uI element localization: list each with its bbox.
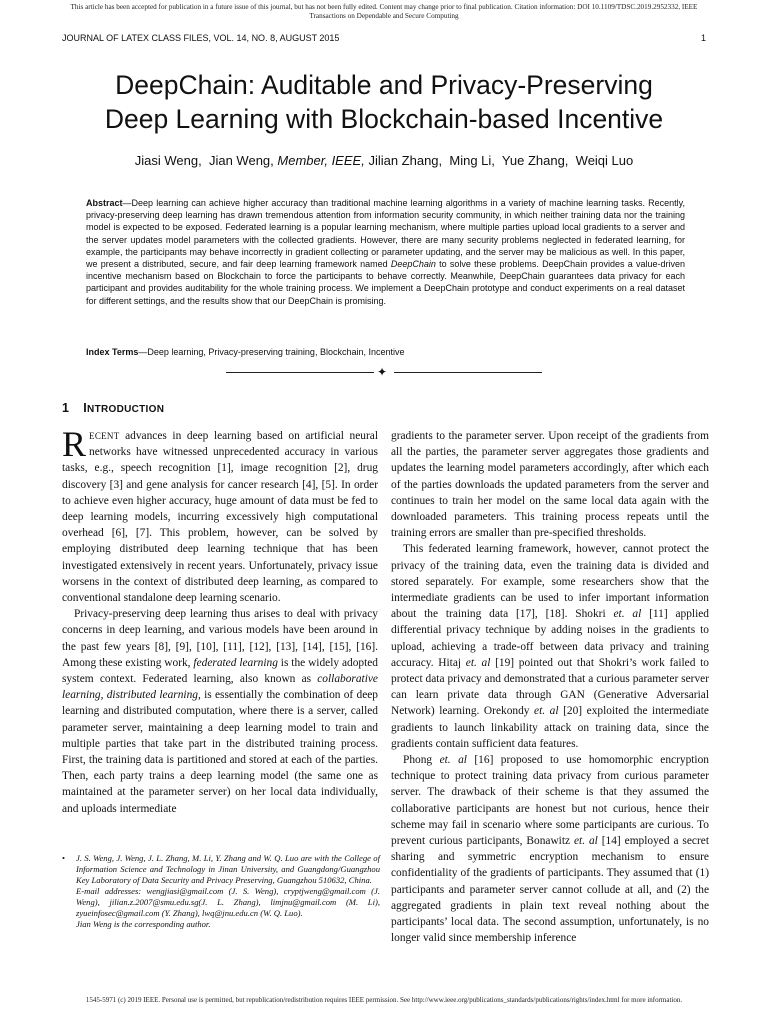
et-al-5: et. al: [573, 835, 598, 848]
abstract-system-name: DeepChain: [390, 259, 436, 270]
drop-cap: R: [62, 424, 87, 464]
journal-name: JOURNAL OF LATEX CLASS FILES, VOL. 14, NO. 8, AUGUST 2015: [62, 33, 340, 43]
right-column: [391, 428, 709, 947]
abstract: [86, 197, 685, 307]
footnote-corresponding: Jian Weng is the corresponding author.: [76, 919, 211, 929]
intro-paragraph-3: gradients to the parameter server. Upon receipt of the gradients from all the parties, the parameter server aggregates those gradients and updates the learning model parameters accordingly, after which each of the parties downloads the updated parameters from the server and continues to train her model on the same local data again with the downloaded parameters. This training process repeats until the training errors are smaller than pre-specified thresholds.: [391, 430, 709, 540]
section-number: 1: [62, 401, 70, 415]
intro-paragraph-1: [62, 424, 378, 606]
intro-paragraph-4-text-a: This federated learning framework, however, cannot protect the privacy of the training data, even the training data is divided and stored separately. For example, some researchers show that the intermediate gradients can be used to infer important information about the training data [17], [18]. Shokri: [391, 543, 709, 621]
author-list: [40, 153, 728, 168]
intro-paragraph-4: [391, 541, 709, 752]
author-4: Ming Li,: [449, 153, 495, 168]
author-2: Jian Weng,: [208, 153, 274, 168]
author-3: Jilian Zhang,: [368, 153, 443, 168]
footnote-bullet: •: [62, 853, 66, 863]
intro-paragraph-4-text-b: [11] applied differential privacy technique by adding noises in the gradients to upload, achieving a trade-off between data privacy and training accuracy. Hitaj: [391, 608, 709, 669]
divider-diamond-icon: ✦: [377, 365, 388, 379]
author-2-role: Member, IEEE,: [277, 153, 365, 168]
publication-notice-line-2: Transactions on Dependable and Secure Computing: [309, 12, 459, 20]
paper-title: [40, 68, 728, 136]
divider-line-right: [394, 372, 542, 373]
intro-paragraph-2-text-b: is the widely adopted system context. Federated learning, also known as: [62, 656, 379, 686]
footnote-affiliation: J. S. Weng, J. Weng, J. L. Zhang, M. Li, Y. Zhang and W. Q. Luo are with the College of Information Science and Technology in Jinan University, and Guangdong/Guangzhou Key Laboratory of Data Security and Privacy Preserving, Guangzhou 510632, China.: [76, 853, 380, 885]
intro-paragraph-4-text-c: [19] pointed out that Shokri’s work failed to protect data privacy and demonstrated that a curious parameter server can learn private data through GAN (Generative Adversarial Network) learning. Orekondy: [391, 656, 709, 718]
term-federated-learning: federated learning: [193, 656, 278, 669]
abstract-label: Abstract: [86, 198, 123, 208]
et-al-1: et. al: [613, 608, 642, 621]
copyright-footer: 1545-5971 (c) 2019 IEEE. Personal use is permitted, but republication/redistribution requires IEEE permission. See http://www.ieee.org/publications_standards/publications/rights/index.html for more information.: [85, 996, 683, 1004]
footnote-body: [76, 853, 380, 930]
section-title-rest: NTRODUCTION: [87, 404, 165, 415]
title-line-1: DeepChain: Auditable and Privacy-Preserving: [115, 70, 653, 100]
intro-paragraph-1-text: advances in deep learning based on artificial neural networks have witnessed unprecedented accuracy in various tasks, e.g., speech recognition [1], image recognition [2], drug discovery [3] and gene analysis for cancer research [4], [5]. In order to achieve even higher accuracy, huge amount of data must be fed to deep learning models, incurring excessively high computational overhead [6], [7]. This problem, however, can be solved by employing distributed deep learning technique that has been investigated extensively in recent years. Unfortunately, privacy issue worsens in the context of distributed deep learning, as compared to conventional standalone deep learning scenario.: [62, 430, 378, 605]
author-1: Jiasi Weng,: [134, 153, 202, 168]
section-divider: [226, 365, 542, 379]
title-line-2: Deep Learning with Blockchain-based Incentive: [104, 104, 664, 134]
section-title-initial: I: [83, 401, 88, 415]
intro-paragraph-4-text-d: [20] exploited the intermediate gradients to launch linkability attack on training data, since the gradients contain sufficient data features.: [391, 705, 709, 750]
abstract-text-a: —Deep learning can achieve higher accuracy than traditional machine learning algorithms in a variety of machine learning tasks. Recently, privacy-preserving deep learning has drawn tremendous attention from information security community, in which neither training data nor the training model is expected to be exposed. Federated learning is a popular learning mechanism, where multiple parties upload local gradients to a server and the server updates model parameters with the collected gradients. However, there are many security problems neglected in federated learning, for example, the participants may behave incorrectly in gradient collecting or parameter updating, and the server may be malicious as well. In this paper, we present a distributed, secure, and fair deep learning framework named: [86, 198, 685, 270]
small-caps-lead: ECENT: [89, 431, 120, 441]
author-affiliation-footnote: [62, 853, 380, 930]
page-number: 1: [700, 33, 706, 43]
term-collaborative-learning: collaborative learning, distributed learning: [62, 673, 378, 702]
divider-line-left: [226, 372, 374, 373]
footnote-emails: E-mail addresses: wengjiasi@gmail.com (J. S. Weng), cryptjweng@gmail.com (J. Weng), jilian.z.2007@smu.edu.sg(J. L. Zhang), limjnu@gmail.com (M. Li), zyueinfosec@gmail.com (Y. Zhang), lwq@jnu.edu.cn (W. Q. Luo).: [76, 886, 380, 918]
author-5: Yue Zhang,: [501, 153, 569, 168]
publication-notice-line-1: This article has been accepted for publication in a future issue of this journal, but has not been fully edited. Content may change prior to final publication. Citation information: DOI 10.1109/TDSC.2019.2952332, IEEE: [70, 3, 698, 11]
intro-paragraph-5-text-c: [14] employed a secret sharing and symmetric encryption mechanism to ensure confidentiality of the gradients of participants. They assumed that (1) participants and parameter server cannot collude at all, and (2) the aggregated gradients in plain text reveal nothing about the participants’ local data. The second assumption, unfortunately, is no longer valid since membership inference: [391, 835, 709, 945]
section-heading: [62, 401, 164, 415]
intro-paragraph-5-text-b: [16] proposed to use homomorphic encryption technique to protect training data privacy from curious parameter server. The drawback of their scheme is that they assumed the collaborative participants are honest but not curious, hence their scheme may fail in scenario where some participants are curious. To prevent curious participants, Bonawitz: [391, 754, 709, 848]
left-column: [62, 424, 379, 817]
intro-paragraph-5: [391, 752, 709, 946]
et-al-3: et. al: [534, 705, 559, 718]
et-al-4: et. al: [439, 754, 467, 767]
abstract-text-b: to solve these problems. DeepChain provides a value-driven incentive mechanism based on Blockchain to force the participants to behave correctly. Meanwhile, DeepChain guarantees data privacy for each participant and provides auditability for the whole training process. We implement a DeepChain prototype and conduct experiments on a real dataset for different settings, and the results show that our DeepChain is promising.: [86, 259, 685, 306]
author-6: Weiqi Luo: [575, 153, 634, 168]
index-terms-label: Index Terms: [86, 347, 139, 357]
index-terms: [86, 346, 685, 358]
intro-paragraph-2: [62, 606, 378, 817]
index-terms-text: —Deep learning, Privacy-preserving training, Blockchain, Incentive: [138, 347, 405, 357]
intro-paragraph-5-text-a: Phong: [403, 754, 440, 767]
et-al-2: et. al: [465, 656, 491, 669]
running-head: [62, 33, 706, 43]
publication-notice: [10, 3, 758, 21]
intro-paragraph-2-text-c: , is essentially the combination of deep learning and distributed computation, where there is a server, called parameter server, maintaining a deep learning model to train and multiple parties that take part in the distributed training process. First, the training data is partitioned and stored at each of the parties. Then, each party trains a deep learning model (the same one as maintained at the parameter server) on her local data individually, and uploads intermediate: [62, 689, 378, 815]
intro-paragraph-2-text-a: Privacy-preserving deep learning thus arises to deal with privacy concerns in deep learning, and various models have been around in the past few years [8], [9], [10], [11], [12], [13], [14], [15], [16]. Among these existing work,: [62, 608, 378, 669]
